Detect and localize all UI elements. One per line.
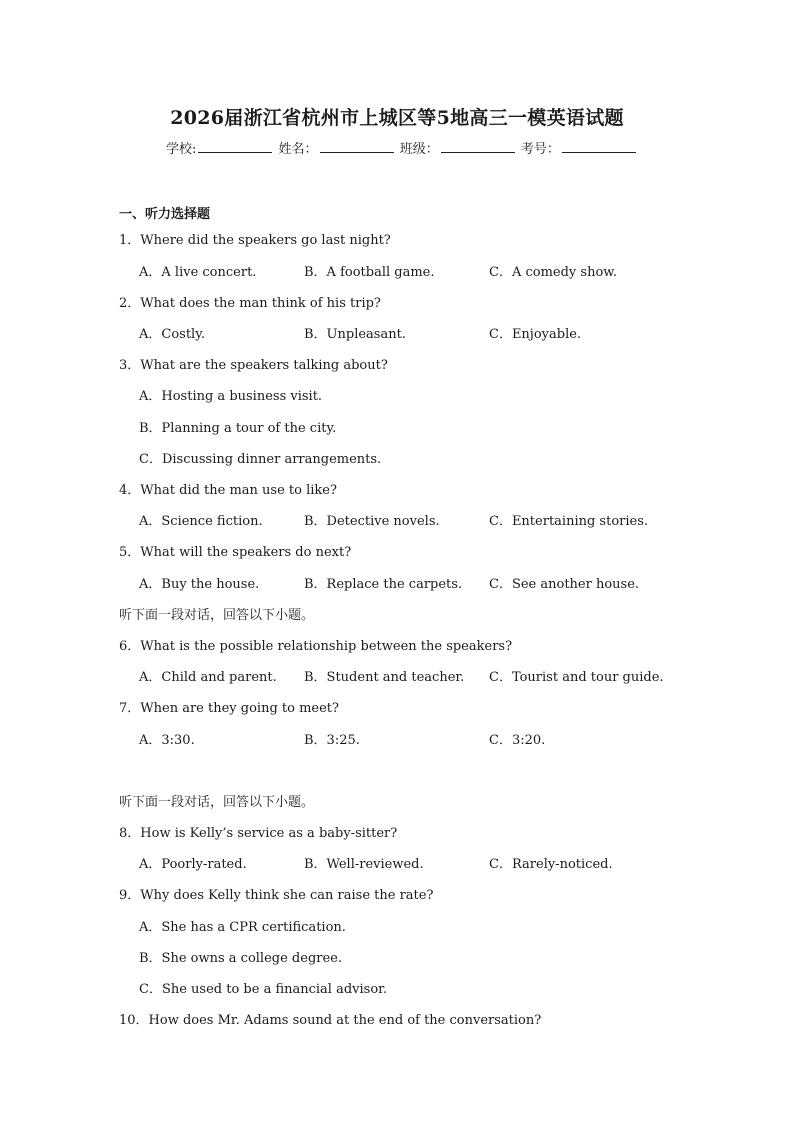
option-c[interactable]: C．Entertaining stories. (489, 514, 649, 529)
question-8 (119, 822, 397, 841)
question-10 (119, 1009, 541, 1028)
listening-instruction: 听下面一段对话，回答以下小题。 (119, 795, 315, 810)
question-text: When are they going to meet? (140, 701, 339, 716)
question-number: 4． (119, 483, 141, 498)
option-a[interactable]: A．Buy the house. (139, 577, 260, 592)
option-a[interactable]: A．Science fiction. (139, 514, 263, 529)
question-number: 10． (119, 1013, 149, 1028)
class-label: 班级： (399, 142, 439, 157)
question-text: What are the speakers talking about? (140, 358, 388, 373)
question-text: What did the man use to like? (140, 483, 337, 498)
question-text: How does Mr. Adams sound at the end of the conversation? (148, 1013, 542, 1028)
option-a[interactable]: A．She has a CPR certification. (139, 920, 346, 935)
student-info-line (166, 138, 638, 157)
option-b[interactable]: B．Student and teacher. (304, 670, 465, 685)
section-heading: 一、听力选择题 (119, 207, 211, 222)
option-a[interactable]: A．Costly. (139, 327, 205, 342)
option-c[interactable]: C．3:20. (489, 733, 546, 748)
name-blank[interactable] (320, 140, 394, 153)
question-number: 5． (119, 545, 141, 560)
option-a[interactable]: A．Child and parent. (139, 670, 277, 685)
question-9 (119, 884, 433, 903)
option-c[interactable]: C．She used to be a financial advisor. (139, 982, 388, 997)
option-b[interactable]: B．A football game. (304, 265, 435, 280)
question-text: What is the possible relationship between the speakers? (140, 639, 513, 654)
name-label: 姓名： (278, 142, 318, 157)
school-label: 学校: (166, 142, 197, 157)
option-b[interactable]: B．Replace the carpets. (304, 577, 463, 592)
question-number: 7． (119, 701, 141, 716)
question-number: 8． (119, 826, 141, 841)
option-c[interactable]: C．See another house. (489, 577, 640, 592)
listening-instruction: 听下面一段对话，回答以下小题。 (119, 608, 315, 623)
option-b[interactable]: B．3:25. (304, 733, 360, 748)
option-c[interactable]: C．Tourist and tour guide. (489, 670, 664, 685)
question-5 (119, 541, 351, 560)
class-blank[interactable] (441, 140, 515, 153)
option-b[interactable]: B．Detective novels. (304, 514, 440, 529)
question-6 (119, 635, 512, 654)
question-text: How is Kelly’s service as a baby-sitter? (140, 826, 398, 841)
question-number: 3． (119, 358, 141, 373)
option-c[interactable]: C．Rarely-noticed. (489, 857, 613, 872)
option-b[interactable]: B．Unpleasant. (304, 327, 406, 342)
option-c[interactable]: C．A comedy show. (489, 265, 617, 280)
option-c[interactable]: C．Enjoyable. (489, 327, 582, 342)
exam-no-blank[interactable] (562, 140, 636, 153)
question-number: 9． (119, 888, 141, 903)
page-title: 2026届浙江省杭州市上城区等5地高三一模英语试题 (170, 107, 624, 129)
question-number: 6． (119, 639, 141, 654)
option-a[interactable]: A．Hosting a business visit. (139, 389, 323, 404)
option-a[interactable]: A．A live concert. (139, 265, 257, 280)
question-text: What will the speakers do next? (140, 545, 352, 560)
question-3 (119, 354, 388, 373)
question-2 (119, 292, 381, 311)
question-text: Where did the speakers go last night? (140, 233, 391, 248)
question-number: 2． (119, 296, 141, 311)
question-text: What does the man think of his trip? (140, 296, 381, 311)
option-b[interactable]: B．She owns a college degree. (139, 951, 343, 966)
question-4 (119, 479, 337, 498)
school-blank[interactable] (198, 140, 272, 153)
option-c[interactable]: C．Discussing dinner arrangements. (139, 452, 382, 467)
option-a[interactable]: A．3:30. (139, 733, 195, 748)
question-text: Why does Kelly think she can raise the rate? (140, 888, 434, 903)
option-b[interactable]: B．Well-reviewed. (304, 857, 424, 872)
option-a[interactable]: A．Poorly-rated. (139, 857, 247, 872)
option-b[interactable]: B．Planning a tour of the city. (139, 421, 337, 436)
exam-no-label: 考号： (520, 142, 560, 157)
question-number: 1． (119, 233, 141, 248)
question-1 (119, 229, 391, 248)
question-7 (119, 697, 339, 716)
